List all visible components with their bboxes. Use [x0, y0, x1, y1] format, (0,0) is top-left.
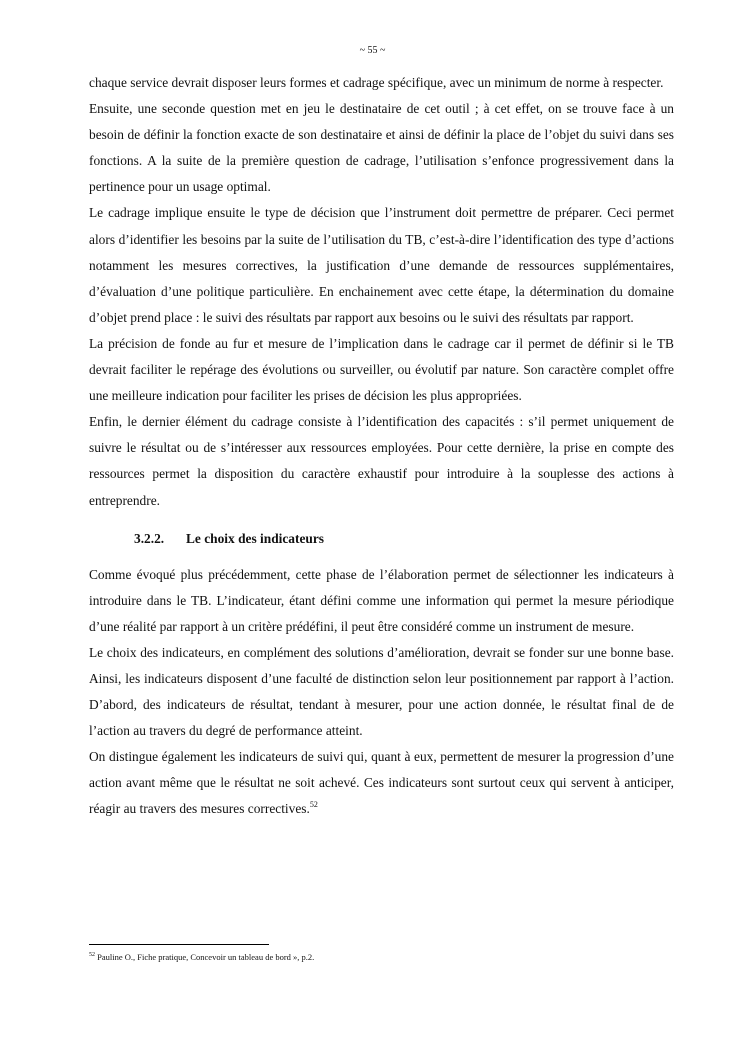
- paragraph: La précision de fonde au fur et mesure de l’implication dans le cadrage car il permet de définir si le TB devrait faciliter le repérage des évolutions ou surveiller, ou évolutif par nature. Son caractère complet offre une meilleure indication pour faciliter les prises de décision les plus appropriées.: [89, 335, 674, 404]
- footnote-text: Pauline O., Fiche pratique, Concevoir un tableau de bord », p.2.: [97, 952, 315, 962]
- section-title: Le choix des indicateurs: [186, 530, 324, 546]
- paragraph: chaque service devrait disposer leurs formes et cadrage spécifique, avec un minimum de norme à respecter.: [89, 75, 664, 90]
- paragraph-text: On distingue également les indicateurs de suivi qui, quant à eux, permettent de mesurer la progression d’une action avant même que le résultat ne soit achevé. Ces indicateurs sont surtout ceux qui servent à anticiper, réagir au travers des mesures correctives.: [89, 749, 674, 817]
- footnote-number: 52: [89, 952, 95, 958]
- paragraph: Comme évoqué plus précédemment, cette phase de l’élaboration permet de sélectionner les indicateurs à introduire dans le TB. L’indicateur, étant défini comme une information qui permet la mesure périodique d’une réalité par rapport à un critère prédéfini, il peut être considéré comme un instrument de mesure.: [89, 566, 674, 634]
- paragraph: Ensuite, une seconde question met en jeu le destinataire de cet outil ; à cet effet, on se trouve face à un besoin de définir la fonction exacte de son destinataire et ainsi de définir la place de l’objet du suivi dans ses fonctions. A la suite de la première question de cadrage, l’utilisation s’enfonce progressivement dans la pertinence pour un usage optimal.: [89, 101, 674, 195]
- paragraph: Le cadrage implique ensuite le type de décision que l’instrument doit permettre de préparer. Ceci permet alors d’identifier les besoins par la suite de l’utilisation du TB, c’est-à-dire l’identification des type d’actions notamment les mesures correctives, la justification d’une demande de ressources supplémentaires, d’évaluation d’une politique particulière. En enchainement avec cette étape, la détermination du domaine d’objet prend place : le suivi des résultats par rapport aux besoins ou le suivi des résultats par rapport.: [89, 205, 674, 325]
- paragraph-with-footnote: [89, 744, 674, 822]
- paragraph: Le choix des indicateurs, en complément des solutions d’amélioration, devrait se fonder sur une bonne base. Ainsi, les indicateurs disposent d’une faculté de distinction selon leur positionnement par rapport à l’action. D’abord, des indicateurs de résultat, tendant à mesurer, pour une action donnée, le résultat final de de l’action au travers du degré de performance atteint.: [89, 644, 674, 739]
- section-number: 3.2.2.: [134, 530, 165, 546]
- footnote-separator: [89, 944, 269, 945]
- paragraph: Enfin, le dernier élément du cadrage consiste à l’identification des capacités : s’il permet uniquement de suivre le résultat ou de s’intéresser aux ressources employées. Pour cette dernière, la prise en compte des ressources permet la disposition du caractère exhaustif pour introduire à la souplesse des actions à entreprendre.: [89, 414, 674, 508]
- section-heading: [89, 526, 674, 552]
- page-number: ~ 55 ~: [359, 45, 386, 56]
- body-text: [89, 70, 674, 823]
- footnote-reference[interactable]: 52: [309, 800, 318, 810]
- footnote: [89, 951, 674, 963]
